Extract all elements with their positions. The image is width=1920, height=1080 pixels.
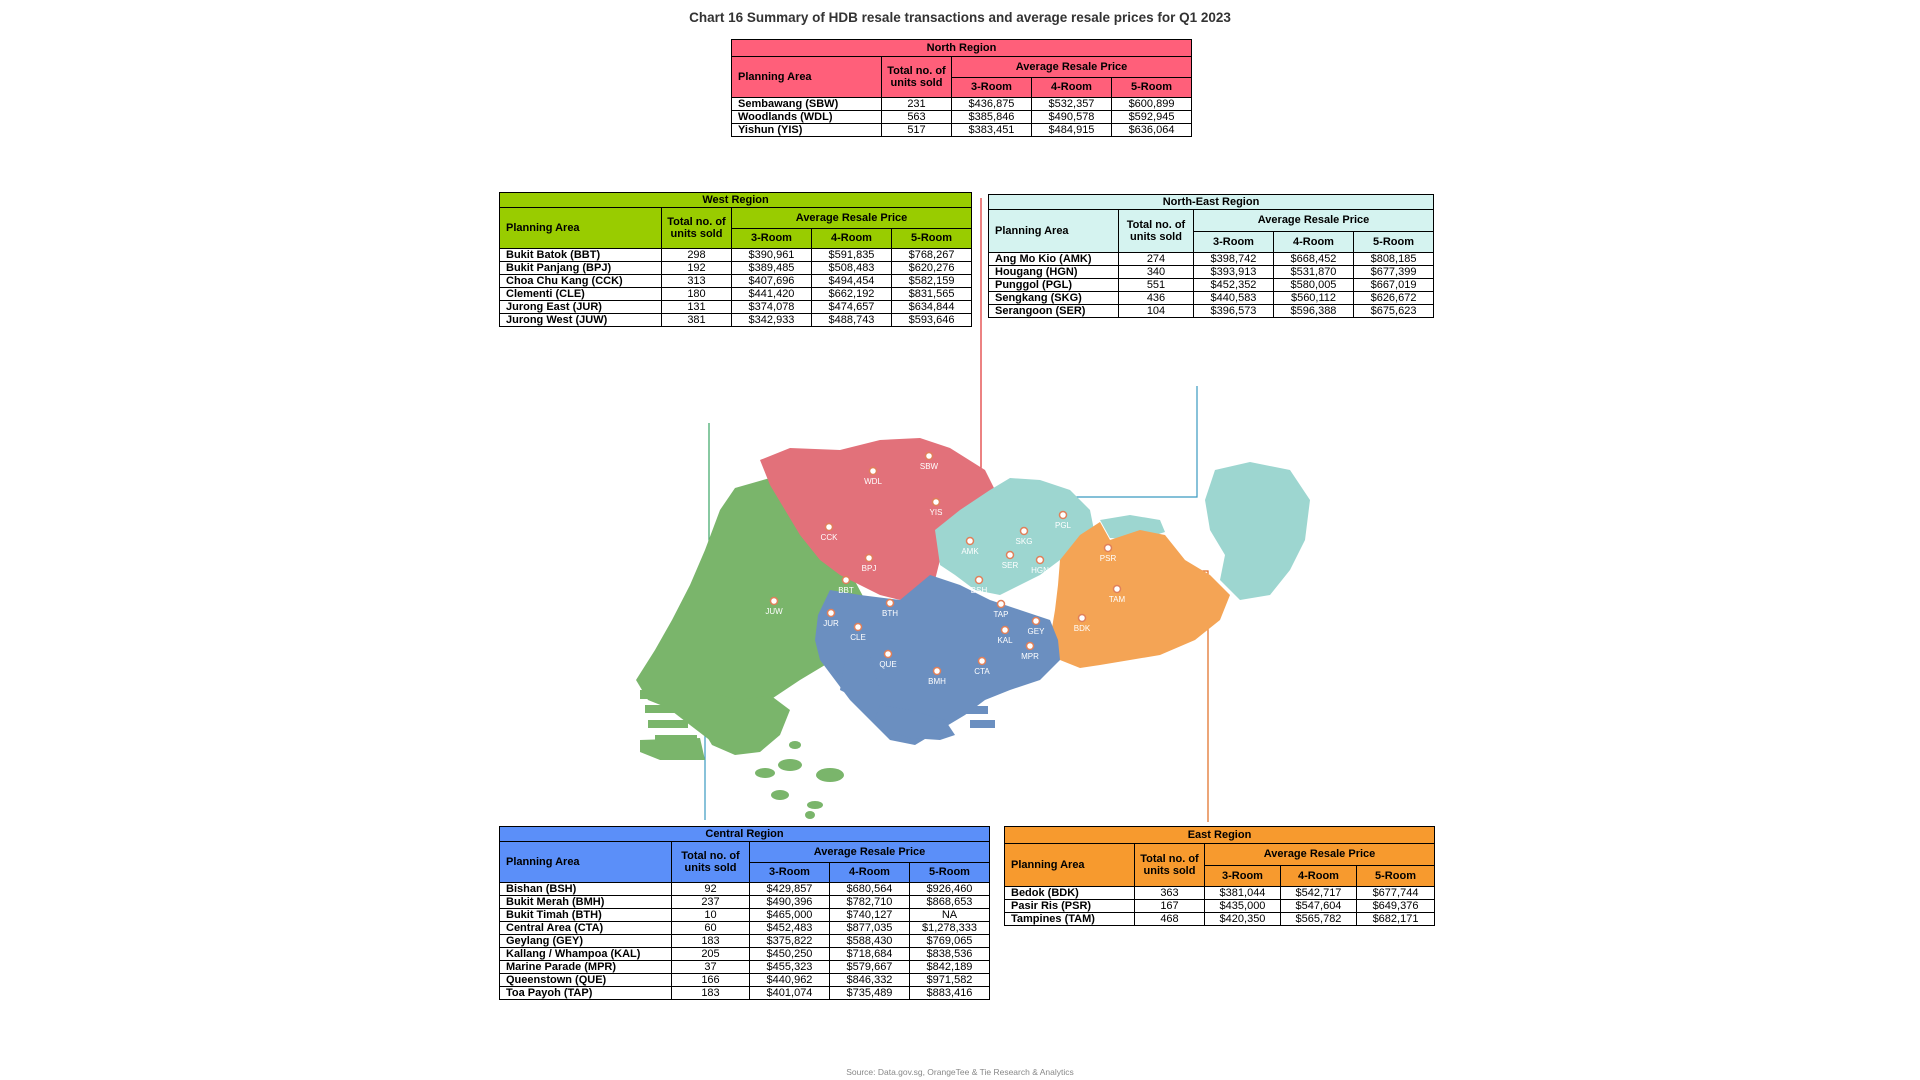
price-5room-cell: $600,899	[1112, 98, 1192, 111]
map-label-amk: AMK	[961, 547, 979, 556]
map-marker-bth	[887, 600, 894, 607]
table-row	[500, 275, 972, 288]
area-cell: Queenstown (QUE)	[500, 974, 672, 987]
price-3room-cell: $385,846	[952, 111, 1032, 124]
price-4room-cell: $718,684	[830, 948, 910, 961]
units-cell: 183	[672, 987, 750, 1000]
price-4room-cell: $735,489	[830, 987, 910, 1000]
map-label-skg: SKG	[1015, 537, 1033, 546]
price-3room-cell: $420,350	[1205, 913, 1281, 926]
east-region-table	[1004, 826, 1435, 926]
map-label-tap: TAP	[993, 610, 1009, 619]
price-4room-cell: $596,388	[1274, 305, 1354, 318]
area-cell: Bishan (BSH)	[500, 883, 672, 896]
map-marker-tam	[1114, 586, 1121, 593]
area-cell: Clementi (CLE)	[500, 288, 662, 301]
header-3room: 3-Room	[1194, 231, 1274, 253]
map-label-bsh: BSH	[970, 586, 988, 595]
price-5room-cell: $626,672	[1354, 292, 1434, 305]
table-row	[1005, 900, 1435, 913]
table-row	[500, 262, 972, 275]
table-row	[500, 314, 972, 327]
table-row	[732, 111, 1192, 124]
area-cell: Bedok (BDK)	[1005, 887, 1135, 900]
price-4room-cell: $591,835	[812, 249, 892, 262]
header-units-sold: Total no. of units sold	[672, 842, 750, 883]
area-cell: Pasir Ris (PSR)	[1005, 900, 1135, 913]
units-cell: 231	[882, 98, 952, 111]
units-cell: 205	[672, 948, 750, 961]
price-4room-cell: $680,564	[830, 883, 910, 896]
price-5room-cell: $838,536	[910, 948, 990, 961]
header-units-sold: Total no. of units sold	[882, 57, 952, 98]
price-3room-cell: $441,420	[732, 288, 812, 301]
area-cell: Bukit Panjang (BPJ)	[500, 262, 662, 275]
price-3room-cell: $465,000	[750, 909, 830, 922]
price-5room-cell: $675,623	[1354, 305, 1434, 318]
jurong-island	[700, 690, 790, 755]
area-cell: Jurong West (JUW)	[500, 314, 662, 327]
table-row	[1005, 887, 1435, 900]
area-cell: Serangoon (SER)	[989, 305, 1119, 318]
units-cell: 60	[672, 922, 750, 935]
map-label-que: QUE	[879, 660, 897, 669]
map-label-cta: CTA	[974, 667, 990, 676]
price-5room-cell: $667,019	[1354, 279, 1434, 292]
table-row	[500, 896, 990, 909]
table-row	[500, 288, 972, 301]
price-4room-cell: $560,112	[1274, 292, 1354, 305]
map-label-gey: GEY	[1027, 627, 1045, 636]
west-region-table	[499, 192, 972, 327]
map-label-psr: PSR	[1099, 554, 1117, 563]
map-label-bbt: BBT	[838, 586, 854, 595]
header-3room: 3-Room	[952, 77, 1032, 98]
price-3room-cell: $375,822	[750, 935, 830, 948]
map-label-bth: BTH	[882, 609, 898, 618]
header-4room: 4-Room	[812, 228, 892, 249]
map-label-bmh: BMH	[928, 677, 946, 686]
header-units-sold: Total no. of units sold	[662, 208, 732, 249]
area-cell: Sengkang (SKG)	[989, 292, 1119, 305]
units-cell: 131	[662, 301, 732, 314]
map-marker-amk	[967, 538, 974, 545]
price-4room-cell: $547,604	[1281, 900, 1357, 913]
price-3room-cell: $383,451	[952, 124, 1032, 137]
price-4room-cell: $494,454	[812, 275, 892, 288]
chart-title: Chart 16 Summary of HDB resale transactions and average resale prices for Q1 2023	[689, 10, 1231, 25]
table-row	[1005, 913, 1435, 926]
map-label-wdl: WDL	[864, 477, 882, 486]
map-marker-cck	[826, 524, 833, 531]
small-islands	[755, 741, 844, 819]
price-4room-cell: $488,743	[812, 314, 892, 327]
header-4room: 4-Room	[1032, 77, 1112, 98]
header-3room: 3-Room	[732, 228, 812, 249]
price-5room-cell: $582,159	[892, 275, 972, 288]
units-cell: 237	[672, 896, 750, 909]
price-3room-cell: $452,352	[1194, 279, 1274, 292]
map-marker-hgn	[1037, 557, 1044, 564]
area-cell: Jurong East (JUR)	[500, 301, 662, 314]
price-5room-cell: NA	[910, 909, 990, 922]
price-5room-cell: $926,460	[910, 883, 990, 896]
table-row	[989, 279, 1434, 292]
table-row	[500, 948, 990, 961]
price-5room-cell: $592,945	[1112, 111, 1192, 124]
price-3room-cell: $435,000	[1205, 900, 1281, 913]
area-cell: Sembawang (SBW)	[732, 98, 882, 111]
table-row	[989, 292, 1434, 305]
price-5room-cell: $808,185	[1354, 253, 1434, 266]
price-4room-cell: $580,005	[1274, 279, 1354, 292]
area-cell: Bukit Batok (BBT)	[500, 249, 662, 262]
connector-northeast	[1040, 386, 1197, 497]
map-marker-bsh	[976, 577, 983, 584]
price-3room-cell: $450,250	[750, 948, 830, 961]
price-3room-cell: $436,875	[952, 98, 1032, 111]
map-label-yis: YIS	[929, 508, 943, 517]
area-cell: Ang Mo Kio (AMK)	[989, 253, 1119, 266]
price-3room-cell: $374,078	[732, 301, 812, 314]
header-planning-area: Planning Area	[732, 57, 882, 98]
pulau-tekong	[1205, 462, 1310, 600]
map-label-ser: SER	[1001, 561, 1019, 570]
region-title: North Region	[732, 40, 1192, 57]
price-5room-cell: $883,416	[910, 987, 990, 1000]
price-5room-cell: $682,171	[1357, 913, 1435, 926]
units-cell: 436	[1119, 292, 1194, 305]
price-4room-cell: $662,192	[812, 288, 892, 301]
price-5room-cell: $620,276	[892, 262, 972, 275]
region-title: Central Region	[500, 827, 990, 842]
area-cell: Tampines (TAM)	[1005, 913, 1135, 926]
header-3room: 3-Room	[750, 862, 830, 883]
map-marker-bbt	[843, 577, 850, 584]
header-avg-price: Average Resale Price	[750, 842, 990, 863]
area-cell: Toa Payoh (TAP)	[500, 987, 672, 1000]
price-5room-cell: $677,399	[1354, 266, 1434, 279]
price-5room-cell: $831,565	[892, 288, 972, 301]
price-5room-cell: $677,744	[1357, 887, 1435, 900]
units-cell: 363	[1135, 887, 1205, 900]
header-planning-area: Planning Area	[989, 210, 1119, 253]
price-3room-cell: $396,573	[1194, 305, 1274, 318]
units-cell: 180	[662, 288, 732, 301]
area-cell: Woodlands (WDL)	[732, 111, 882, 124]
units-cell: 381	[662, 314, 732, 327]
map-marker-bdk	[1079, 615, 1086, 622]
price-4room-cell: $782,710	[830, 896, 910, 909]
map-marker-que	[885, 651, 892, 658]
header-5room: 5-Room	[1112, 77, 1192, 98]
header-avg-price: Average Resale Price	[1205, 844, 1435, 866]
header-planning-area: Planning Area	[500, 208, 662, 249]
price-5room-cell: $1,278,333	[910, 922, 990, 935]
source-note: Source: Data.gov.sg, OrangeTee & Tie Research & Analytics	[846, 1067, 1074, 1077]
map-label-hgn: HGN	[1031, 566, 1049, 575]
units-cell: 517	[882, 124, 952, 137]
area-cell: Marine Parade (MPR)	[500, 961, 672, 974]
price-3room-cell: $401,074	[750, 987, 830, 1000]
price-3room-cell: $455,323	[750, 961, 830, 974]
table-row	[500, 922, 990, 935]
price-4room-cell: $668,452	[1274, 253, 1354, 266]
price-3room-cell: $390,961	[732, 249, 812, 262]
price-3room-cell: $429,857	[750, 883, 830, 896]
map-label-pgl: PGL	[1054, 521, 1072, 530]
header-5room: 5-Room	[910, 862, 990, 883]
north-region-table	[731, 39, 1192, 137]
price-4room-cell: $877,035	[830, 922, 910, 935]
price-4room-cell: $542,717	[1281, 887, 1357, 900]
price-5room-cell: $971,582	[910, 974, 990, 987]
table-row	[732, 98, 1192, 111]
units-cell: 192	[662, 262, 732, 275]
price-5room-cell: $842,189	[910, 961, 990, 974]
map-label-sbw: SBW	[919, 462, 939, 471]
units-cell: 468	[1135, 913, 1205, 926]
header-avg-price: Average Resale Price	[732, 208, 972, 229]
price-3room-cell: $407,696	[732, 275, 812, 288]
price-5room-cell: $593,646	[892, 314, 972, 327]
header-5room: 5-Room	[892, 228, 972, 249]
header-units-sold: Total no. of units sold	[1119, 210, 1194, 253]
price-4room-cell: $846,332	[830, 974, 910, 987]
map-marker-wdl	[870, 468, 877, 475]
map-label-cck: CCK	[820, 533, 838, 542]
table-row	[500, 909, 990, 922]
units-cell: 340	[1119, 266, 1194, 279]
map-marker-sbw	[926, 453, 933, 460]
price-3room-cell: $389,485	[732, 262, 812, 275]
table-row	[500, 883, 990, 896]
price-4room-cell: $474,657	[812, 301, 892, 314]
header-4room: 4-Room	[830, 862, 910, 883]
price-5room-cell: $636,064	[1112, 124, 1192, 137]
price-5room-cell: $768,267	[892, 249, 972, 262]
price-4room-cell: $531,870	[1274, 266, 1354, 279]
map-marker-bmh	[934, 668, 941, 675]
header-5room: 5-Room	[1357, 865, 1435, 887]
central-region-table	[499, 826, 990, 1000]
table-row	[500, 249, 972, 262]
map-label-kal: KAL	[997, 636, 1013, 645]
price-4room-cell: $532,357	[1032, 98, 1112, 111]
map-marker-juw	[771, 598, 778, 605]
header-3room: 3-Room	[1205, 865, 1281, 887]
price-4room-cell: $508,483	[812, 262, 892, 275]
map-label-bdk: BDK	[1073, 624, 1091, 633]
area-cell: Central Area (CTA)	[500, 922, 672, 935]
price-4room-cell: $484,915	[1032, 124, 1112, 137]
region-title: West Region	[500, 193, 972, 208]
price-5room-cell: $769,065	[910, 935, 990, 948]
map-marker-tap	[998, 601, 1005, 608]
map-marker-gey	[1033, 618, 1040, 625]
price-3room-cell: $381,044	[1205, 887, 1281, 900]
price-3room-cell: $452,483	[750, 922, 830, 935]
price-5room-cell: $868,653	[910, 896, 990, 909]
price-4room-cell: $588,430	[830, 935, 910, 948]
header-4room: 4-Room	[1274, 231, 1354, 253]
header-5room: 5-Room	[1354, 231, 1434, 253]
map-marker-pgl	[1060, 512, 1067, 519]
northeast-region-table	[988, 194, 1434, 318]
map-marker-bpj	[866, 555, 873, 562]
price-5room-cell: $634,844	[892, 301, 972, 314]
area-cell: Yishun (YIS)	[732, 124, 882, 137]
header-avg-price: Average Resale Price	[952, 57, 1192, 78]
table-row	[500, 961, 990, 974]
units-cell: 183	[672, 935, 750, 948]
units-cell: 167	[1135, 900, 1205, 913]
units-cell: 563	[882, 111, 952, 124]
table-row	[500, 935, 990, 948]
area-cell: Bukit Timah (BTH)	[500, 909, 672, 922]
units-cell: 313	[662, 275, 732, 288]
units-cell: 37	[672, 961, 750, 974]
table-row	[500, 974, 990, 987]
area-cell: Bukit Merah (BMH)	[500, 896, 672, 909]
units-cell: 551	[1119, 279, 1194, 292]
table-row	[500, 301, 972, 314]
map-marker-kal	[1002, 627, 1009, 634]
map-label-tam: TAM	[1108, 595, 1126, 604]
price-3room-cell: $490,396	[750, 896, 830, 909]
header-units-sold: Total no. of units sold	[1135, 844, 1205, 887]
region-east	[1050, 522, 1230, 668]
map-label-mpr: MPR	[1021, 652, 1039, 661]
map-marker-yis	[933, 499, 940, 506]
map-marker-cta	[979, 658, 986, 665]
area-cell: Geylang (GEY)	[500, 935, 672, 948]
area-cell: Punggol (PGL)	[989, 279, 1119, 292]
units-cell: 10	[672, 909, 750, 922]
price-4room-cell: $490,578	[1032, 111, 1112, 124]
header-avg-price: Average Resale Price	[1194, 210, 1434, 232]
price-3room-cell: $393,913	[1194, 266, 1274, 279]
table-row	[732, 124, 1192, 137]
units-cell: 298	[662, 249, 732, 262]
header-planning-area: Planning Area	[1005, 844, 1135, 887]
area-cell: Hougang (HGN)	[989, 266, 1119, 279]
region-title: East Region	[1005, 827, 1435, 844]
price-3room-cell: $398,742	[1194, 253, 1274, 266]
price-4room-cell: $565,782	[1281, 913, 1357, 926]
header-4room: 4-Room	[1281, 865, 1357, 887]
map-marker-skg	[1021, 528, 1028, 535]
table-row	[989, 266, 1434, 279]
price-3room-cell: $440,962	[750, 974, 830, 987]
price-4room-cell: $740,127	[830, 909, 910, 922]
price-4room-cell: $579,667	[830, 961, 910, 974]
units-cell: 92	[672, 883, 750, 896]
area-cell: Choa Chu Kang (CCK)	[500, 275, 662, 288]
map-marker-ser	[1007, 552, 1014, 559]
price-3room-cell: $440,583	[1194, 292, 1274, 305]
price-3room-cell: $342,933	[732, 314, 812, 327]
map-label-juw: JUW	[765, 607, 783, 616]
map-label-jur: JUR	[823, 619, 839, 628]
area-cell: Kallang / Whampoa (KAL)	[500, 948, 672, 961]
units-cell: 104	[1119, 305, 1194, 318]
map-marker-psr	[1105, 545, 1112, 552]
units-cell: 166	[672, 974, 750, 987]
region-title: North-East Region	[989, 195, 1434, 210]
map-marker-cle	[855, 624, 862, 631]
units-cell: 274	[1119, 253, 1194, 266]
map-marker-mpr	[1027, 643, 1034, 650]
map-marker-jur	[828, 610, 835, 617]
map-label-cle: CLE	[850, 633, 866, 642]
table-row	[989, 305, 1434, 318]
header-planning-area: Planning Area	[500, 842, 672, 883]
map-label-bpj: BPJ	[861, 564, 877, 573]
table-row	[989, 253, 1434, 266]
price-5room-cell: $649,376	[1357, 900, 1435, 913]
table-row	[500, 987, 990, 1000]
